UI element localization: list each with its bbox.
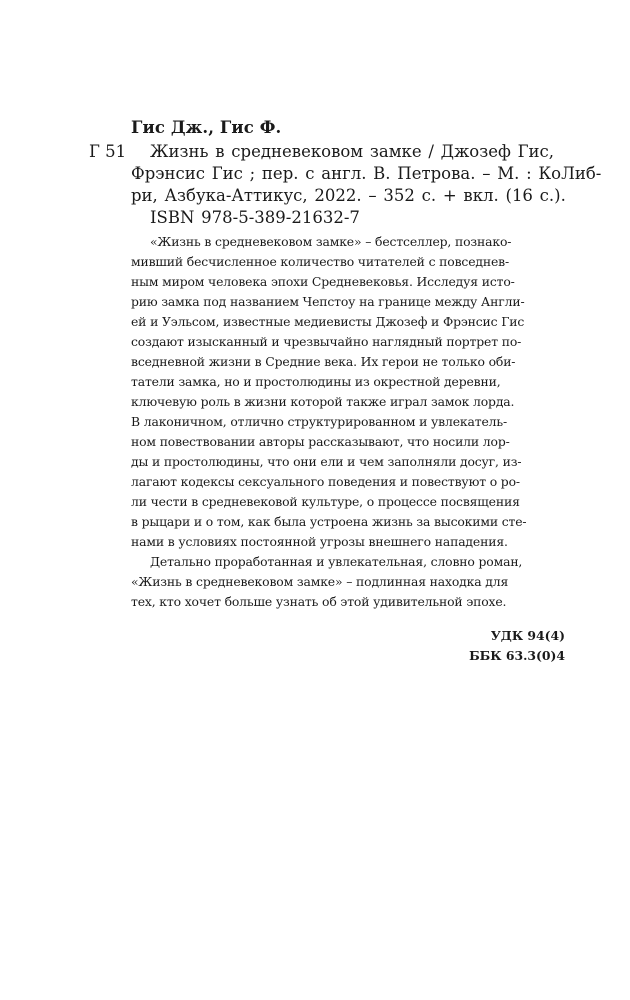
annotation-line: мивший бесчисленное количество читателей с повседнев-	[131, 254, 510, 269]
annotation-line: «Жизнь в средневековом замке» – бестселлер, познако-	[150, 234, 512, 249]
annotation-line: создают изысканный и чрезвычайно наглядный портрет по-	[131, 334, 522, 349]
description-line: Фрэнсис Гис ; пер. с англ. В. Петрова. – М. : КоЛиб-	[131, 164, 602, 183]
udk-index: УДК 94(4)	[490, 628, 565, 643]
annotation-line: в рыцари и о том, как была устроена жизнь за высокими сте-	[131, 514, 527, 529]
cutter-number: Г 51	[89, 142, 127, 161]
annotation-line: рию замка под названием Чепстоу на границе между Англи-	[131, 294, 525, 309]
annotation-line: ключевую роль в жизни которой также играл замок лорда.	[131, 394, 515, 409]
annotation-line: «Жизнь в средневековом замке» – подлинная находка для	[131, 574, 509, 589]
author-heading: Гис Дж., Гис Ф.	[131, 118, 282, 137]
isbn-line: ISBN 978-5-389-21632-7	[150, 208, 360, 227]
annotation-line: В лаконичном, отлично структурированном и увлекатель-	[131, 414, 507, 429]
annotation-line: вседневной жизни в Средние века. Их герои не только оби-	[131, 354, 516, 369]
description-line: ри, Азбука-Аттикус, 2022. – 352 с. + вкл. (16 с.).	[131, 186, 566, 205]
annotation-line: ным миром человека эпохи Средневековья. Исследуя исто-	[131, 274, 515, 289]
annotation-line: ей и Уэльсом, известные медиевисты Джозеф и Фрэнсис Гис	[131, 314, 525, 329]
annotation-line: тех, кто хочет больше узнать об этой удивительной эпохе.	[131, 594, 507, 609]
annotation-line: ды и простолюдины, что они ели и чем заполняли досуг, из-	[131, 454, 522, 469]
annotation-line: лагают кодексы сексуального поведения и повествуют о ро-	[131, 474, 520, 489]
annotation-line: Детально проработанная и увлекательная, словно роман,	[150, 554, 523, 569]
title-line: Жизнь в средневековом замке / Джозеф Гис,	[150, 142, 555, 161]
annotation-line: ном повествовании авторы рассказывают, что носили лор-	[131, 434, 510, 449]
annotation-line: нами в условиях постоянной угрозы внешнего нападения.	[131, 534, 508, 549]
bbk-index: ББК 63.3(0)4	[469, 648, 565, 663]
annotation-line: ли чести в средневековой культуре, о процессе посвящения	[131, 494, 520, 509]
annotation-line: татели замка, но и простолюдины из окрестной деревни,	[131, 374, 501, 389]
